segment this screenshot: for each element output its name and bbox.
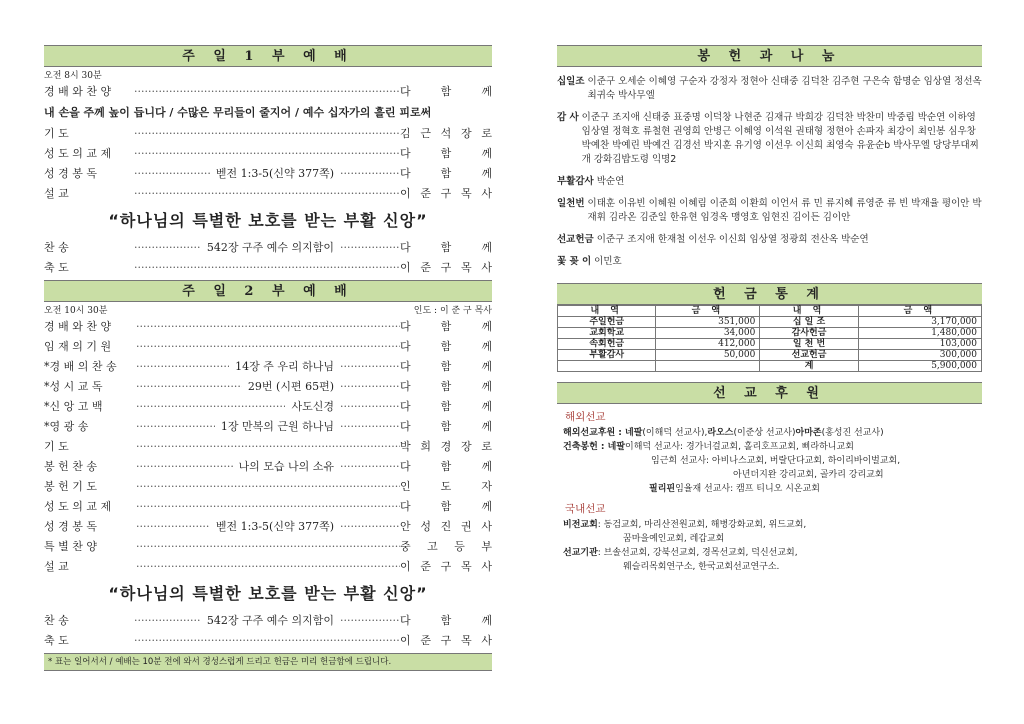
person-char: 목 [460, 560, 472, 573]
stats-item: 일 천 번 [760, 339, 858, 350]
offering-type: 십일조 [557, 76, 585, 87]
person-char: 경 [440, 440, 452, 453]
order-label: 봉 헌 찬 송 [44, 460, 97, 473]
building-donation-line-2: 임근희 선교사: 아비나스교회, 버랄단다교회, 하이리바이벌교회, [651, 456, 901, 466]
order-row [44, 357, 492, 377]
dot-leader [340, 397, 400, 417]
dot-leader [134, 631, 400, 651]
order-row [44, 337, 492, 357]
stats-item: 십 일 조 [760, 317, 858, 328]
order-person [400, 258, 492, 278]
person-char: 함 [440, 360, 452, 373]
person-char: 안 [400, 520, 411, 533]
stats-item: 속회헌금 [558, 339, 656, 350]
order-detail: 사도신경 [291, 400, 334, 413]
order-label: 찬 송 [44, 614, 69, 627]
praise-songs: 내 손을 주께 높이 듭니다 / 수많은 무리들이 줄지어 / 예수 십자가의 흘린 피로써 [44, 106, 432, 119]
order-person [400, 611, 492, 631]
order-label: *성 시 교 독 [44, 380, 103, 393]
person-char: 구 [440, 187, 452, 200]
dot-leader [134, 144, 400, 164]
order-detail: 1장 만복의 근원 하나님 [220, 420, 334, 433]
person-char: 함 [440, 85, 452, 98]
person-char: 함 [440, 241, 452, 254]
person-char: 사 [481, 187, 492, 200]
dot-leader [134, 611, 201, 631]
dot-leader [136, 497, 400, 517]
order-label: 성 도 의 교 제 [44, 147, 112, 160]
order-row [44, 631, 492, 651]
order-label: 임 재 의 기 원 [44, 340, 112, 353]
service-1-order [44, 82, 492, 204]
order-label: 성 도 의 교 제 [44, 500, 112, 513]
order-row [44, 184, 492, 204]
order-label: 축 도 [44, 261, 69, 274]
order-person [400, 397, 492, 417]
person-char: 함 [440, 614, 452, 627]
offering-stats-table [557, 305, 982, 372]
order-row [44, 124, 492, 144]
person-char: 사 [481, 634, 492, 647]
person-char: 께 [481, 167, 492, 180]
person-char: 함 [440, 420, 452, 433]
footer-note: * 표는 일어서서 / 예배는 10분 전에 와서 경성스럽게 드리고 헌금은 미리 헌금함에 드립니다. [44, 653, 492, 671]
stats-col-header: 금 액 [656, 306, 760, 317]
stats-row [558, 317, 982, 328]
stats-item: 교회학교 [558, 328, 656, 339]
domestic-mission-heading: 국내선교 [565, 503, 606, 515]
stats-amount: 3,170,000 [858, 317, 981, 328]
order-person [400, 497, 492, 517]
person-char: 께 [481, 420, 492, 433]
person-char: 함 [440, 460, 452, 473]
offering-entry [557, 175, 982, 189]
person-char: 함 [440, 147, 452, 160]
offering-type: 선교헌금 [557, 234, 594, 245]
dot-leader [136, 457, 233, 477]
dot-leader [136, 417, 215, 437]
stats-amount: 412,000 [656, 339, 760, 350]
person-char: 박 [400, 440, 411, 453]
order-row [44, 611, 492, 631]
stats-item: 감사헌금 [760, 328, 858, 339]
stats-row [558, 361, 982, 372]
order-row [44, 397, 492, 417]
person-char: 준 [420, 634, 431, 647]
order-detail: 542장 구주 예수 의지함이 [206, 614, 334, 627]
order-person [400, 124, 492, 144]
person-char: 고 [427, 540, 438, 553]
person-char: 께 [481, 614, 492, 627]
person-char: 다 [400, 380, 411, 393]
person-char: 권 [460, 520, 472, 533]
order-label: 설 교 [44, 560, 69, 573]
person-char: 다 [400, 360, 411, 373]
order-label: *영 광 송 [44, 420, 89, 433]
stats-row [558, 339, 982, 350]
dot-leader [136, 537, 400, 557]
order-person [400, 631, 492, 651]
person-char: 이 [400, 261, 411, 274]
order-label: 찬 송 [44, 241, 69, 254]
order-detail: 14장 주 우리 하나님 [235, 360, 334, 373]
order-detail: 나의 모습 나의 소유 [238, 460, 334, 473]
stats-amount: 50,000 [656, 350, 760, 361]
stats-amount: 1,480,000 [858, 328, 981, 339]
stats-col-header: 내 역 [558, 306, 656, 317]
order-row [44, 457, 492, 477]
building-donation-line: 건축봉헌 : 네팔 이해덕 선교사: 경가너걸교회, 홀리호프교회, 삐라하니교회 [563, 442, 854, 452]
order-person [400, 337, 492, 357]
person-char: 장 [460, 127, 472, 140]
person-char: 김 [400, 127, 411, 140]
mission-support-title: 선 교 후 원 [557, 382, 982, 404]
person-char: 다 [400, 241, 411, 254]
person-char: 로 [481, 127, 492, 140]
offering-names: 이태훈 이유빈 이혜원 이혜림 이준희 이환희 이언서 류 민 류지혜 류영준 류 빈 박재율 평이안 박재휘 김라온 김준일 한유현 임경옥 맹영호 임현진 김이든 김이안 [587, 198, 982, 223]
stats-item: 주일헌금 [558, 317, 656, 328]
service-1-closing [44, 238, 492, 278]
person-char: 다 [400, 340, 411, 353]
overseas-mission-heading: 해외선교 [565, 411, 606, 423]
person-char: 께 [481, 241, 492, 254]
order-row [44, 238, 492, 258]
service-2-time: 오전 10시 30분 [44, 306, 108, 316]
offering-names: 이준구 조지애 한재철 이선우 이신희 임상열 정광희 전산옥 박순연 [596, 234, 869, 245]
stats-amount: 5,900,000 [858, 361, 981, 372]
stats-item: 부활감사 [558, 350, 656, 361]
dot-leader [340, 164, 400, 184]
person-char: 사 [481, 261, 492, 274]
stats-item: 선교헌금 [760, 350, 858, 361]
offering-entry [557, 75, 982, 103]
person-char: 성 [420, 520, 431, 533]
order-person [400, 184, 492, 204]
service-1-time: 오전 8시 30분 [44, 71, 102, 81]
person-char: 등 [454, 540, 465, 553]
service-1-title: 주 일 1 부 예 배 [44, 45, 492, 67]
offering-entry [557, 233, 982, 247]
person-char: 중 [400, 540, 411, 553]
mission-support [557, 410, 982, 574]
order-label: 기 도 [44, 127, 69, 140]
dot-leader [340, 517, 400, 537]
order-row [44, 497, 492, 517]
person-char: 석 [440, 127, 452, 140]
offering-entry [557, 255, 982, 269]
person-char: 께 [481, 85, 492, 98]
order-person [400, 557, 492, 577]
person-char: 함 [440, 340, 452, 353]
offering-stats-title: 헌 금 통 계 [557, 283, 982, 305]
order-label: 경 배 와 찬 양 [44, 85, 112, 98]
person-char: 이 [400, 634, 411, 647]
dot-leader [340, 611, 400, 631]
person-char: 구 [440, 634, 452, 647]
order-person [400, 164, 492, 184]
person-char: 다 [400, 460, 411, 473]
person-char: 께 [481, 380, 492, 393]
stats-row [558, 350, 982, 361]
person-char: 사 [481, 520, 492, 533]
person-char: 도 [440, 480, 452, 493]
person-char: 준 [420, 261, 431, 274]
vision-church-line: 비전교회 : 동검교회, 마리산전원교회, 해병강화교회, 위드교회, [563, 520, 807, 530]
dot-leader [340, 238, 400, 258]
dot-leader [136, 517, 210, 537]
philippines-line: 필리핀 임율재 선교사: 캠프 티니오 시온교회 [649, 484, 820, 494]
order-person [400, 238, 492, 258]
stats-item: 계 [760, 361, 858, 372]
person-char: 께 [481, 340, 492, 353]
person-char: 로 [481, 440, 492, 453]
stats-amount: 300,000 [858, 350, 981, 361]
stats-amount [656, 361, 760, 372]
stats-col-header: 금 액 [858, 306, 981, 317]
offering-list [557, 75, 982, 269]
order-person [400, 144, 492, 164]
order-person [400, 82, 492, 102]
dot-leader [134, 124, 400, 144]
order-row [44, 557, 492, 577]
order-detail: 542장 구주 예수 의지함이 [206, 241, 334, 254]
order-person [400, 357, 492, 377]
order-label: 경 배 와 찬 양 [44, 320, 112, 333]
person-char: 다 [400, 420, 411, 433]
order-row [44, 437, 492, 457]
dot-leader [134, 258, 400, 278]
person-char: 함 [440, 400, 452, 413]
order-label: 성 경 봉 독 [44, 520, 97, 533]
service-2-title: 주 일 2 부 예 배 [44, 280, 492, 302]
person-char: 구 [440, 560, 452, 573]
order-detail: 29번 (시편 65편) [247, 380, 334, 393]
stats-row [558, 328, 982, 339]
person-char: 다 [400, 614, 411, 627]
offering-names: 이민호 [594, 256, 622, 267]
person-char: 께 [481, 360, 492, 373]
offering-type: 부활감사 [557, 176, 594, 187]
order-label: 기 도 [44, 440, 69, 453]
person-char: 사 [481, 560, 492, 573]
order-row [44, 144, 492, 164]
overseas-support-line: 해외선교후원 : 네팔 (이해덕 선교사), 라오스 (이준상 선교사) 아마존 (홍성진 선교사) [563, 428, 884, 438]
order-person [400, 477, 492, 497]
order-row [44, 417, 492, 437]
person-char: 께 [481, 147, 492, 160]
dot-leader [136, 477, 400, 497]
dot-leader [136, 557, 400, 577]
service-2-leader: 인도 : 이 준 구 목사 [413, 306, 492, 316]
dot-leader [134, 82, 400, 102]
order-person [400, 417, 492, 437]
service-2-closing [44, 611, 492, 651]
order-person [400, 317, 492, 337]
person-char: 준 [420, 187, 431, 200]
dot-leader [136, 377, 242, 397]
stats-amount: 34,000 [656, 328, 760, 339]
person-char: 부 [481, 540, 492, 553]
person-char: 이 [400, 187, 411, 200]
dot-leader [340, 457, 400, 477]
person-char: 자 [481, 480, 492, 493]
mission-org-line-2: 웨슬리목회연구소, 한국교회선교연구소. [623, 562, 780, 572]
person-char: 께 [481, 400, 492, 413]
order-row [44, 517, 492, 537]
order-row [44, 164, 492, 184]
order-row [44, 477, 492, 497]
right-column [557, 45, 982, 574]
person-char: 진 [440, 520, 452, 533]
person-char: 목 [460, 261, 472, 274]
order-detail: 벧전 1:3-5(신약 377쪽) [215, 167, 334, 180]
service-2-sermon-title: “하나님의 특별한 보호를 받는 부활 신앙” [108, 584, 428, 603]
offering-type: 감 사 [557, 112, 579, 123]
order-label: 축 도 [44, 634, 69, 647]
order-row [44, 82, 492, 102]
person-char: 이 [400, 560, 411, 573]
stats-item [558, 361, 656, 372]
offering-names: 이준구 오세순 이혜영 구순자 강정자 정현아 신태중 김덕찬 김주현 구은숙 함명순 임상열 정선옥 최귀숙 박사무엘 [587, 76, 982, 101]
order-label: *경 배 의 찬 송 [44, 360, 117, 373]
person-char: 함 [440, 320, 452, 333]
dot-leader [340, 377, 400, 397]
person-char: 다 [400, 500, 411, 513]
person-char: 준 [420, 560, 431, 573]
offering-type: 일천번 [557, 198, 585, 209]
order-label: 봉 헌 기 도 [44, 480, 97, 493]
dot-leader [134, 238, 201, 258]
stats-col-header: 내 역 [760, 306, 858, 317]
person-char: 희 [420, 440, 431, 453]
service-1-sermon-title: “하나님의 특별한 보호를 받는 부활 신앙” [108, 211, 428, 230]
order-row [44, 258, 492, 278]
dot-leader [134, 184, 400, 204]
order-label: 설 교 [44, 187, 69, 200]
order-person [400, 437, 492, 457]
left-column [44, 45, 492, 671]
dot-leader [340, 357, 400, 377]
order-label: *신 앙 고 백 [44, 400, 103, 413]
mission-org-line: 선교기관 : 브솔선교회, 강북선교회, 경목선교회, 덕신선교회, [563, 548, 798, 558]
offering-entry [557, 111, 982, 167]
service-2-order [44, 317, 492, 577]
order-row [44, 377, 492, 397]
person-char: 함 [440, 380, 452, 393]
offering-entry [557, 197, 982, 225]
dot-leader [136, 437, 400, 457]
dot-leader [136, 357, 229, 377]
person-char: 함 [440, 500, 452, 513]
person-char: 목 [460, 634, 472, 647]
offering-sharing-title: 봉 헌 과 나 눔 [557, 45, 982, 67]
order-person [400, 457, 492, 477]
order-person [400, 537, 492, 557]
person-char: 장 [460, 440, 472, 453]
stats-amount: 351,000 [656, 317, 760, 328]
offering-names: 이준구 조지애 신태중 표중명 이덕창 나현준 김재규 박희강 김덕찬 박찬미 박중립 박순연 이하영 임상열 정혁호 류철현 권영희 안병근 이혜영 이석원 권태형 정현아 손파자 최강이 최인봉 심우창 박예찬 박예린 박예건 김경선 박지훈 유기영 이선우 이신희 최영숙 유윤순b 박사무엘 당당부대찌개 강화김밥도령 익명2 [581, 112, 979, 165]
person-char: 다 [400, 400, 411, 413]
person-char: 인 [400, 480, 411, 493]
order-detail: 벧전 1:3-5(신약 377쪽) [215, 520, 334, 533]
person-char: 함 [440, 167, 452, 180]
person-char: 근 [420, 127, 431, 140]
offering-type: 꽃 꽂 이 [557, 256, 592, 267]
dot-leader [136, 397, 285, 417]
order-person [400, 517, 492, 537]
vision-church-line-2: 꿈마을예인교회, 레갑교회 [623, 534, 725, 544]
order-person [400, 377, 492, 397]
order-row [44, 537, 492, 557]
person-char: 다 [400, 85, 411, 98]
building-donation-line-3: 아년더지완 강리교회, 골카리 강리교회 [733, 470, 884, 480]
dot-leader [136, 337, 400, 357]
stats-amount: 103,000 [858, 339, 981, 350]
person-char: 구 [440, 261, 452, 274]
person-char: 목 [460, 187, 472, 200]
order-label: 성 경 봉 독 [44, 167, 97, 180]
dot-leader [134, 164, 210, 184]
order-label: 특 별 찬 양 [44, 540, 97, 553]
person-char: 께 [481, 460, 492, 473]
person-char: 다 [400, 147, 411, 160]
order-row [44, 317, 492, 337]
dot-leader [340, 417, 400, 437]
person-char: 다 [400, 167, 411, 180]
person-char: 께 [481, 500, 492, 513]
person-char: 다 [400, 320, 411, 333]
dot-leader [136, 317, 400, 337]
person-char: 께 [481, 320, 492, 333]
offering-names: 박순연 [596, 176, 625, 187]
